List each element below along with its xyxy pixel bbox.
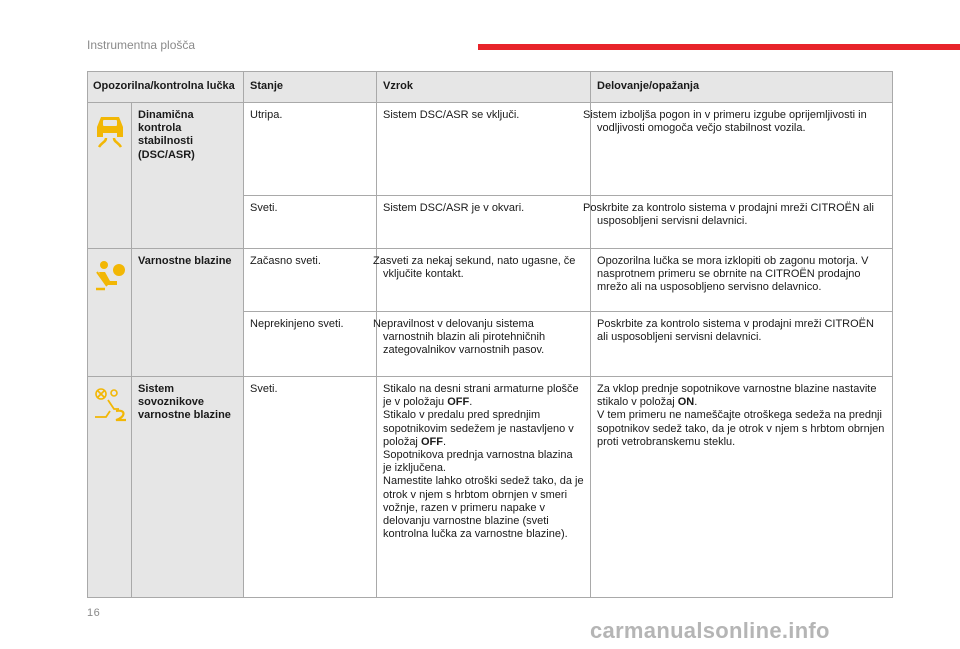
table-row (88, 249, 893, 312)
lamp-name: Sistem sovoznikove varnostne blazine (132, 377, 244, 598)
cause-text: Sopotnikova prednja varnostna blazina je izključena. (383, 449, 573, 475)
action-text: Za vklop prednje sopotnikove varnostne blazine nastavite stikalo v položaj (597, 383, 877, 409)
header-accent-bar (478, 44, 960, 50)
state-cell: Sveti. (244, 196, 377, 249)
keyword-on: ON (677, 396, 695, 409)
action-text: V tem primeru ne nameščajte otroškega sedeža na prednji sopotnikov sedež tako, da je otrok v njem s hrbtom obrnjen proti vetrobranskemu steklu. (597, 409, 885, 448)
header-cause: Vzrok (377, 72, 591, 103)
lamp-icon-cell (88, 249, 132, 377)
action-cell: Poskrbite za kontrolo sistema v prodajni mreži CITROËN ali usposobljeni servisni delavnici. (591, 312, 893, 377)
page-number: 16 (87, 607, 101, 619)
state-cell: Utripa. (244, 103, 377, 196)
keyword-off: OFF (420, 435, 443, 448)
keyword-off: OFF (447, 396, 470, 409)
lamp-name: Dinamična kontrola stabilnosti (DSC/ASR) (132, 103, 244, 249)
cause-text: Namestite lahko otroški sedež tako, da je otrok v njem s hrbtom obrnjen v smeri vožnje, razen v primeru napake v delovanju varnostne blazine (sveti kontrolna lučka za varnostne blazine). (383, 475, 584, 541)
cause-text: . (442, 435, 446, 448)
passenger-airbag-off-icon (88, 387, 131, 423)
cause-text: Stikalo v predalu pred sprednjim sopotnikovim sedežem je nastavljeno v položaj (383, 409, 574, 448)
cause-cell (377, 377, 591, 598)
airbag-icon (88, 259, 131, 293)
lamp-name: Varnostne blazine (132, 249, 244, 377)
dsc-skid-icon (88, 113, 131, 149)
warning-lamps-table (87, 71, 893, 598)
lamp-icon-cell (88, 103, 132, 249)
watermark: carmanualsonline.info (590, 618, 830, 643)
state-cell: Neprekinjeno sveti. (244, 312, 377, 377)
cause-cell: Zasveti za nekaj sekund, nato ugasne, če vključite kontakt. (377, 249, 591, 312)
cause-cell: Sistem DSC/ASR je v okvari. (377, 196, 591, 249)
section-title: Instrumentna plošča (87, 38, 196, 52)
action-cell: Opozorilna lučka se mora izklopiti ob zagonu motorja. V nasprotnem primeru se obrnite na CITROËN prodajno mrežo ali na usposobljeno servisno delavnico. (591, 249, 893, 312)
action-cell: Sistem izboljša pogon in v primeru izgube oprijemljivosti in vodljivosti omogoča večjo stabilnost vozila. (591, 103, 893, 196)
cause-cell: Sistem DSC/ASR se vključi. (377, 103, 591, 196)
table-header-row (88, 72, 893, 103)
lamp-icon-cell (88, 377, 132, 598)
table-row (88, 103, 893, 196)
action-text: . (694, 396, 698, 409)
cause-cell: Nepravilnost v delovanju sistema varnostnih blazin ali pirotehničnih zategovalnikov varnostnih pasov. (377, 312, 591, 377)
action-cell: Poskrbite za kontrolo sistema v prodajni mreži CITROËN ali usposobljeni servisni delavnici. (591, 196, 893, 249)
header-lamp: Opozorilna/kontrolna lučka (88, 72, 244, 103)
action-cell (591, 377, 893, 598)
state-cell: Sveti. (244, 377, 377, 598)
header-state: Stanje (244, 72, 377, 103)
cause-text: Stikalo na desni strani armaturne plošče je v položaju (383, 383, 579, 409)
state-cell: Začasno sveti. (244, 249, 377, 312)
cause-text: . (469, 396, 473, 409)
header-action: Delovanje/opažanja (591, 72, 893, 103)
table-row (88, 377, 893, 598)
